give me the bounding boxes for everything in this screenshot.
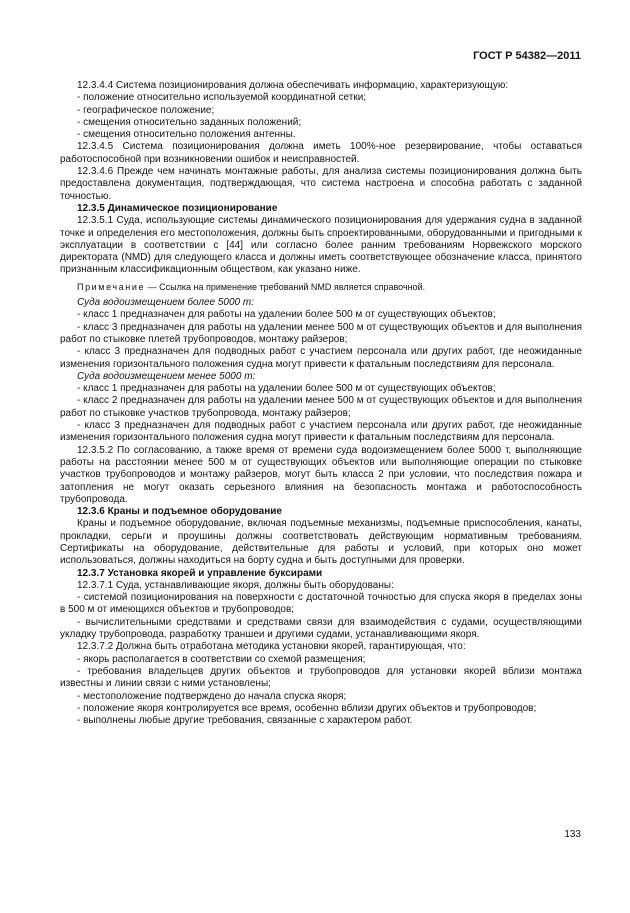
list-item: - класс 3 предназначен для подводных работ с участием персонала или других работ, где неожиданные изменения горизонтального положения судна могут привести к фатальным последствиям для персонала. — [60, 420, 582, 444]
paragraph: 12.3.4.4 Система позиционирования должна обеспечивать информацию, характеризующую: — [77, 80, 509, 91]
paragraph: Краны и подъемное оборудование, включая подъемные механизмы, подъемные приспособления, канаты, прокладки, серьги и проушины должны соответствовать действующим нормативным требованиям. Сертификаты на оборудование, действительные для работы и условий, при которых оно может использоваться, должны находиться на борту судна и быть доступными для проверки. — [60, 518, 582, 567]
list-item: - положение относительно используемой координатной сетки; — [77, 92, 367, 104]
list-item: - вычислительными средствами и средствами связи для взаимодействия с судами, осуществляющими укладку трубопровода, разработку траншеи и другими судами, устанавливающими якоря. — [60, 616, 582, 641]
list-item: - класс 1 предназначен для работы на удалении более 500 м от существующих объектов; — [77, 309, 496, 321]
list-item: - положение якоря контролируется все время, особенно вблизи других объектов и трубопроводов; — [77, 702, 537, 714]
list-item: - требования владельцев других объектов и трубопроводов для установки якорей вблизи монтажа известны и линии связи с ними установлены; — [60, 665, 582, 690]
list-item: - смещения относительно заданных положений; — [77, 116, 302, 128]
paragraph: 12.3.4.5 Система позиционирования должна иметь 100%-ное резервирование, чтобы оставаться работоспособной при возникновении ошибок и неисправностей. — [60, 141, 582, 165]
note-label: Примечание — [77, 281, 146, 292]
section-heading: 12.3.7 Установка якорей и управление буксирами — [77, 567, 323, 579]
list-item: - выполнены любые другие требования, связанные с характером работ. — [77, 715, 413, 727]
standard-designation: ГОСТ Р 54382—2011 — [473, 50, 581, 62]
page-number: 133 — [564, 829, 581, 840]
list-item: - системой позиционирования на поверхности с достаточной точностью для спуска якоря в пределах зоны в 500 м от имеющихся объектов и трубопроводов; — [60, 592, 582, 616]
list-item: - местоположение подтверждено до начала спуска якоря; — [77, 690, 347, 702]
list-item: - якорь располагается в соответствии со схемой размещения; — [77, 653, 366, 665]
list-item: - класс 3 предназначен для подводных работ с участием персонала или других работ, где неожиданные изменения горизонтального положения судна могут привести к фатальным последствиям для персонала. — [60, 346, 582, 370]
paragraph: 12.3.5.1 Суда, использующие системы динамического позиционирования для удержания судна в заданной точке и определения его местоположения, должны быть спроектированными, оборудованными и пригодными к эксплуатации в соответствии с [44] или согласно более ранним требованиям Норвежского морского директората (NMD) для следующего класса и должны иметь соответствующее обозначение класса, принятого признанным классификационным обществом, как указано ниже. — [60, 215, 582, 276]
subheading: Суда водоизмещением менее 5000 т: — [77, 370, 256, 382]
section-heading: 12.3.5 Динамическое позиционирование — [77, 202, 278, 214]
paragraph: 12.3.7.2 Должна быть отработана методика установки якорей, гарантирующая, что: — [77, 641, 466, 653]
list-item: - смещения относительно положения антенны. — [77, 129, 296, 141]
paragraph: 12.3.7.1 Суда, устанавливающие якоря, должны быть оборудованы: — [77, 579, 394, 591]
list-item: - класс 2 предназначен для работы на удалении менее 500 м от существующих объектов и для выполнения работ по стыковке участков трубопровода, монтажу райзеров; — [60, 395, 582, 419]
document-body — [60, 80, 582, 727]
note — [60, 281, 582, 293]
list-item: - географическое положение; — [77, 104, 215, 116]
section-heading: 12.3.6 Краны и подъемное оборудование — [77, 506, 282, 518]
subheading: Суда водоизмещением более 5000 т: — [77, 297, 255, 309]
list-item: - класс 1 предназначен для работы на удалении более 500 м от существующих объектов; — [77, 383, 496, 395]
note-text: — Ссылка на применение требований NMD является справочной. — [147, 281, 426, 292]
paragraph: 12.3.4.6 Прежде чем начинать монтажные работы, для анализа системы позиционирования должна быть предоставлена документация, подтверждающая, что система настроена и способна работать с заданной точностью. — [60, 166, 582, 202]
paragraph: 12.3.5.2 По согласованию, а также время от времени суда водоизмещением более 5000 т, выполняющие работы на расстоянии менее 500 м от существующих объектов или выполняющие операции по стыковке участков трубопроводов и монтажу райзеров, могут быть класса 2 при условии, что последствия пожара и затопления не могут оказать серьезного влияния на безопасность монтажа и работоспособность трубопровода. — [60, 444, 582, 505]
list-item: - класс 3 предназначен для работы на удалении менее 500 м от существующих объектов и для выполнения работ по стыковке плетей трубопроводов, монтажу райзеров; — [60, 321, 582, 345]
